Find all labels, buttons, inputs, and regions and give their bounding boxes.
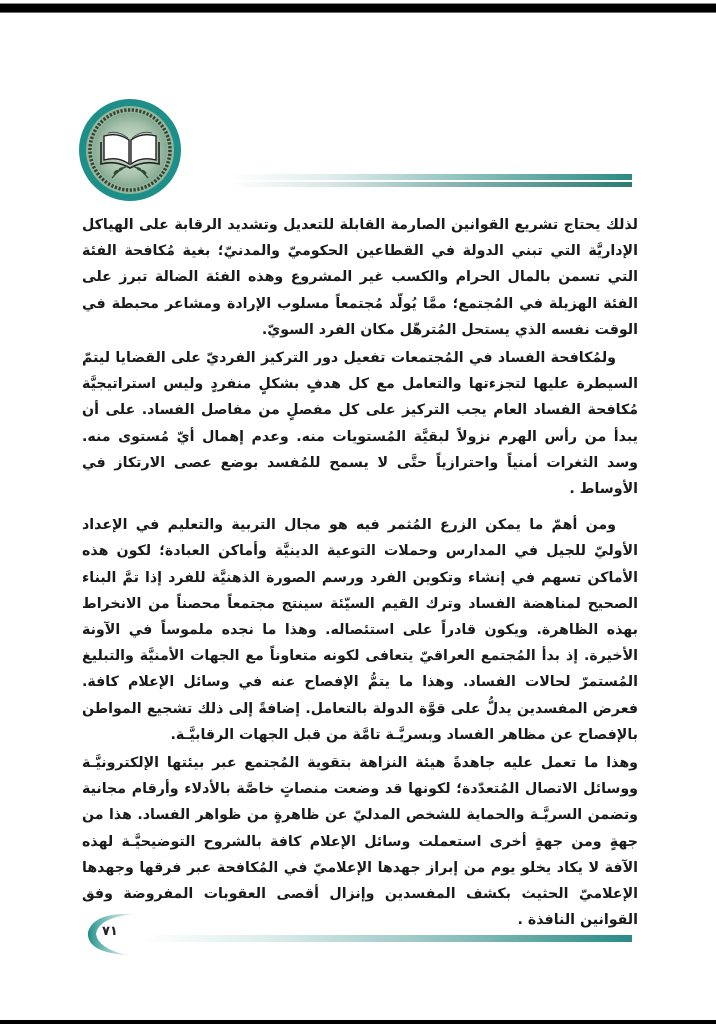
top-edge-bar [0,3,716,13]
paragraph: لذلك يحتاج تشريع القوانين الصارمة القابلة للتعديل وتشديد الرقابة على الهياكل الإداريَّة التي تبني الدولة في القطاعين الحكوميّ والمدنيّ؛ بغية مُكافحة الفئة التي تسمن بالمال الحرام والكسب غير المشروع وهذه الفئة الضالة تبرز على الفئة الهزيلة في المُجتمع؛ ممَّا يُولّد مُجتمعاً مسلوب الإرادة ومشاعر محبطة في الوقت نفسه الذي يستحل المُترهّل مكان الفرد السويّ. [82,217,638,338]
paragraph: ومن أهمّ ما يمكن الزرع المُثمر فيه هو مجال التربية والتعليم في الإعداد الأوليّ للجيل في المدارس وحملات التوعية الدينيَّة وأماكن العبادة؛ لكون هذه الأماكن تسهم في إنشاء وتكوين الفرد ورسم الصورة الذهنيَّة للفرد إذا تمَّ البناء الصحيح لمناهضة الفساد وترك القيم السيّئة سينتج مجتمعاً محصناً من الانخراط بهذه الظاهرة. ويكون قادراً على استئصاله. وهذا ما نجده ملموساً في الآونة الأخيرة. إذ بدأ المُجتمع العراقيّ يتعافى لكونه متعاوناً مع الجهات الأمنيَّة والتبليغ المُستمرّ لحالات الفساد. وهذا ما يتمُّ الإفصاح عنه في وسائل الإعلام كافة. فعرض المفسدين يدلُّ على قوَّة الدولة بالتعامل. إضافةً إلى ذلك تشجيع المواطن بالإفصاح عن مظاهر الفساد وبسريَّـة تامَّة من قبل الجهات الرقابيَّـة. [82,517,638,743]
footer-divider-line [140,935,632,942]
paragraph: ولمُكافحة الفساد في المُجتمعات تفعيل دور التركيز الفرديّ على القضايا ليتمّ السيطرة عليها لتجزءتها والتعامل مع كل هدفٍ بشكلٍ منفردٍ وليس استراتيجيَّة مُكافحة الفساد العام يجب التركيز على كل مفصلٍ من مفاصل الفساد. على أن يبدأ من رأس الهرم نزولاً لبقيَّة المُستويات منه. وعدم إهمال أيّ مُستوى منه. وسد الثغرات أمنياً واحترازياً حتَّى لا يسمح للمُفسد بوضع عصى الارتكاز في الأوساط . [82,350,638,498]
paragraph: وهذا ما تعمل عليه جاهدةً هيئة النزاهة بتقوية المُجتمع عبر بيئتها الإلكترونيَّـة ووسائل الاتصال المُتعدّدة؛ لكونها قد وضعت منصاتٍ خاصَّة بالأدلاء وأرقام مجانية وتضمن السريَّـة والحماية للشخص المدليّ عن ظاهرةٍ من ظواهر الفساد. هذا من جهةٍ ومن جهةٍ أخرى استعملت وسائل الإعلام كافة بالشروح التوضيحيَّـة لهذه الآفة لا يكاد يخلو يوم من إبراز جهدها الإعلاميّ في المُكافحة عبر فرقها وجهدها الإعلاميّ الحثيث بكشف المفسدين وإنزال أقصى العقوبات المفروضة وفق القوانين النافذة . [82,755,638,929]
page-number: ٧١ [102,924,118,939]
document-body [82,212,638,943]
institution-seal-logo-icon [78,98,182,202]
header-divider-line-secondary [230,182,632,187]
header-divider-line [230,174,632,180]
bottom-edge-bar [0,1020,716,1024]
